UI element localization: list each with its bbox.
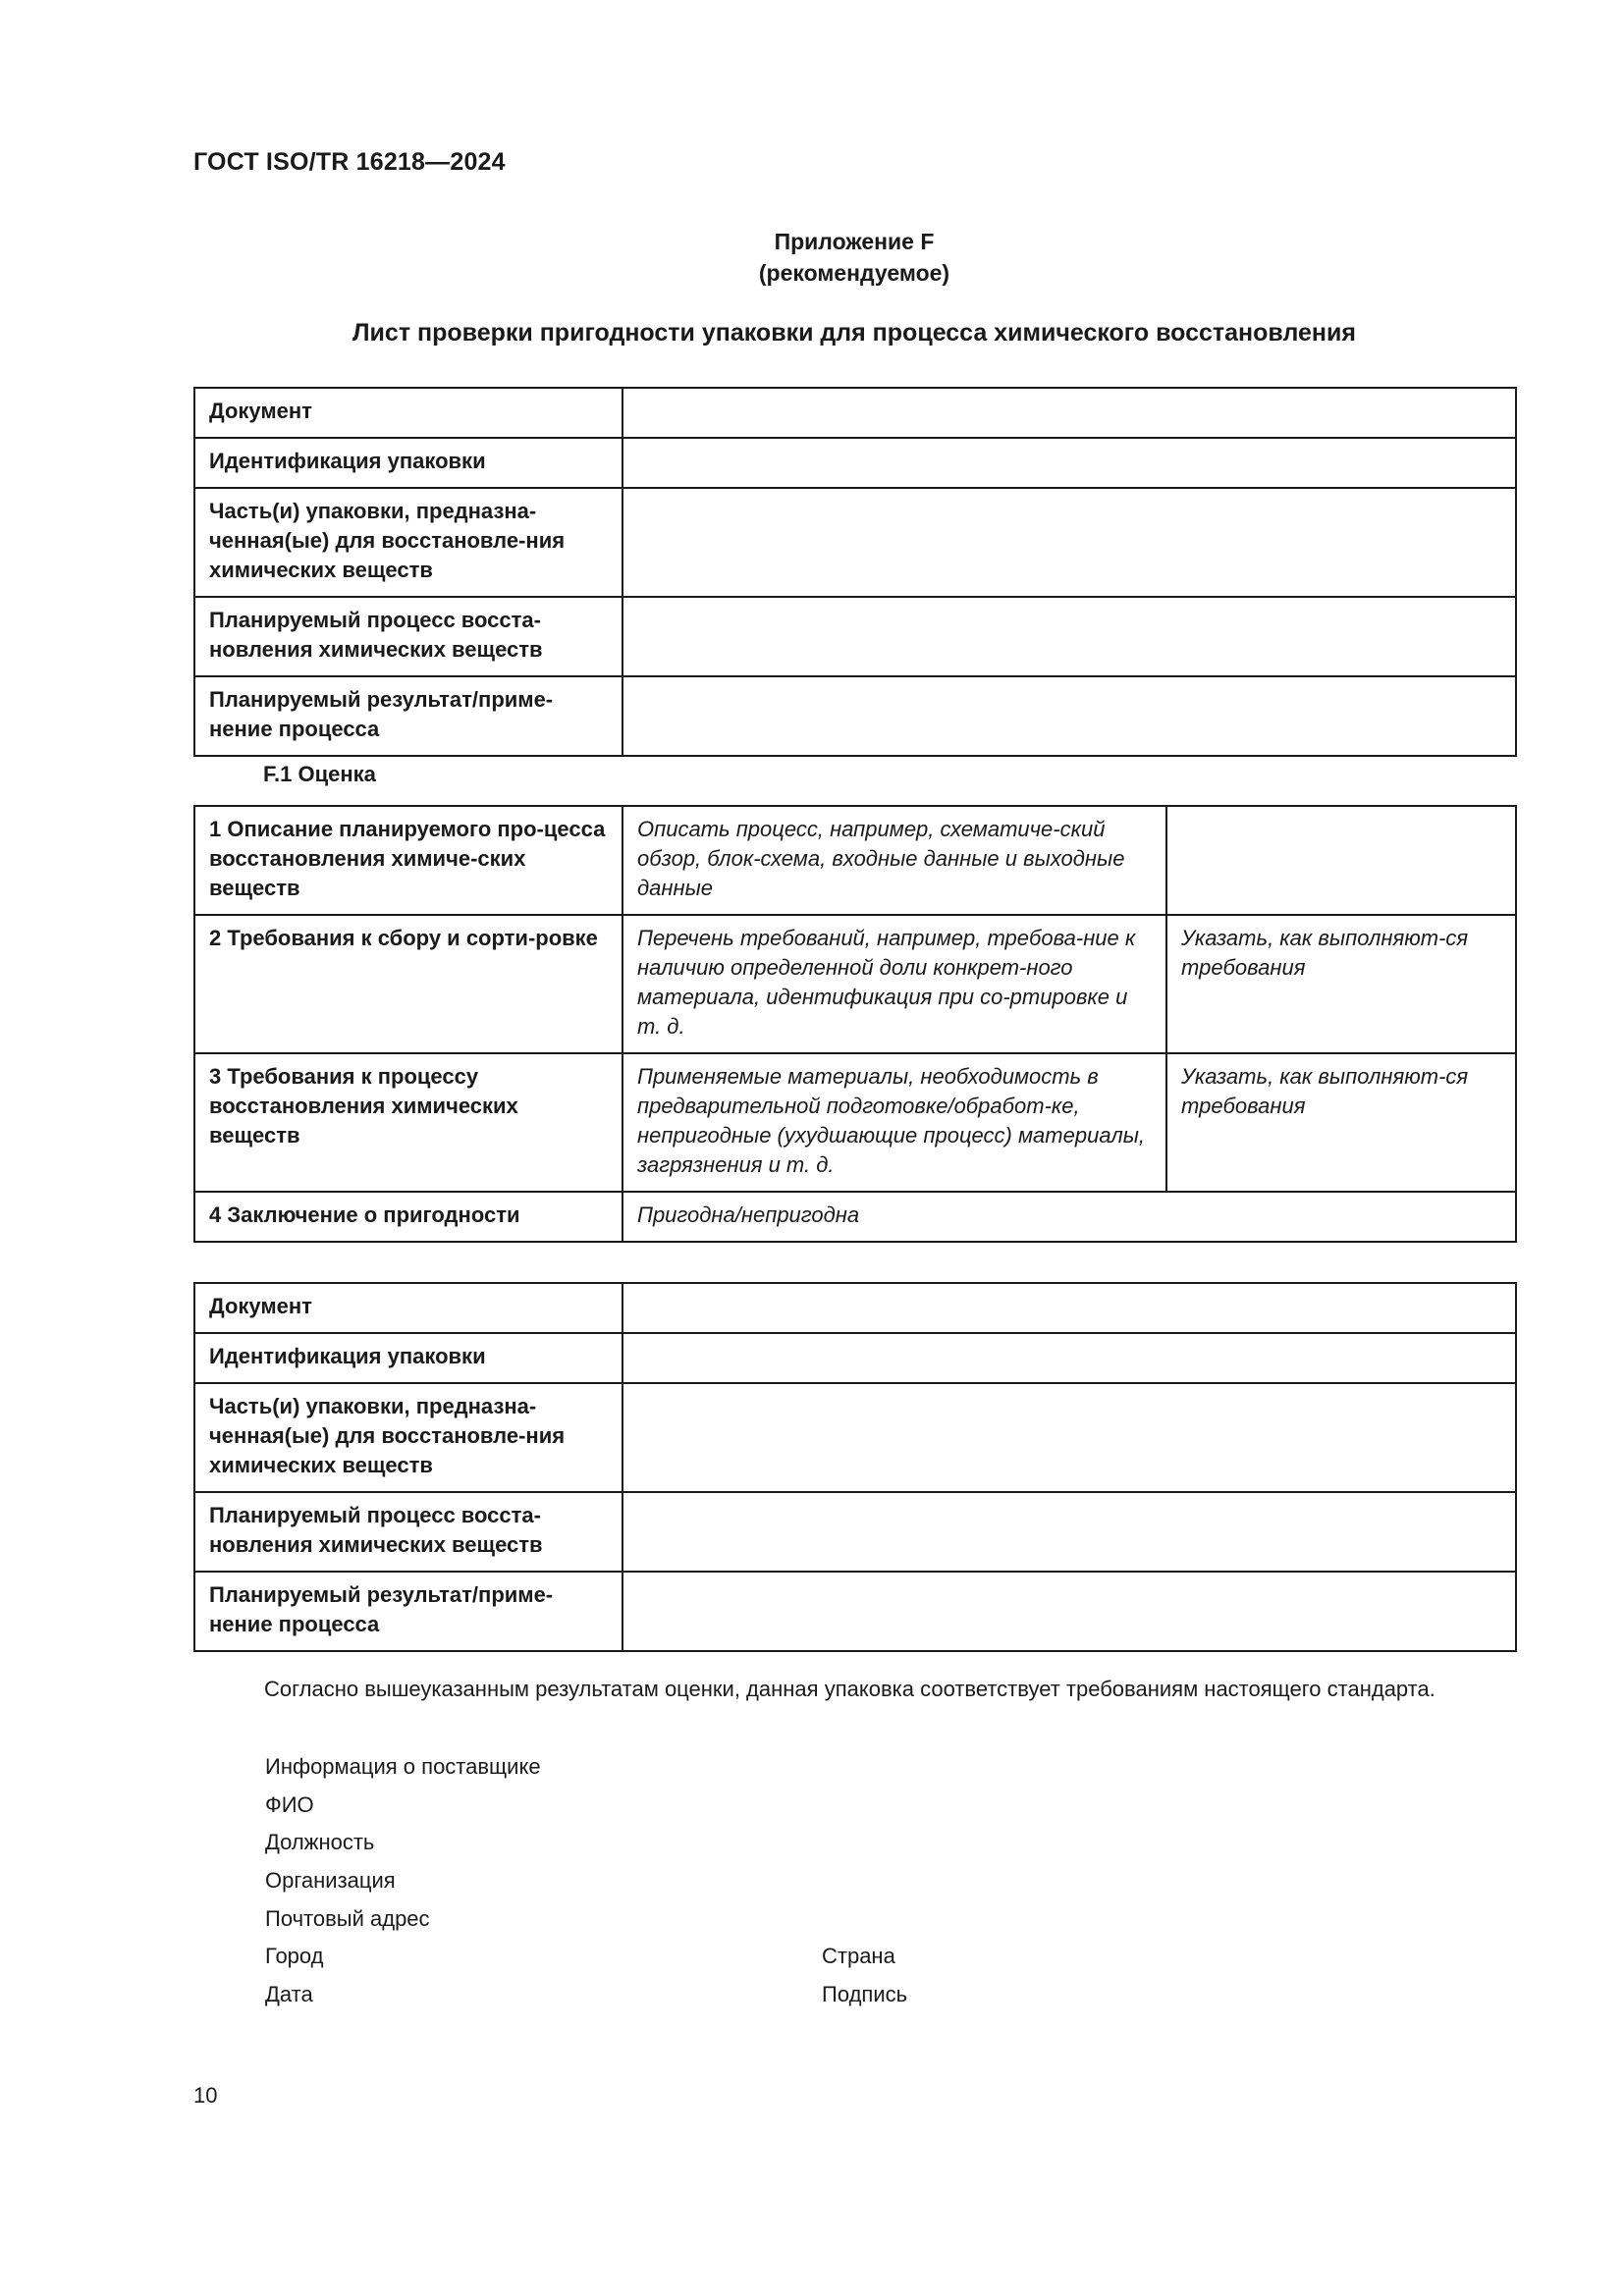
table-row (194, 388, 1516, 438)
criterion-label: 3 Требования к процессу восстановления химических веществ (194, 1053, 623, 1192)
criterion-label: 4 Заключение о пригодности (194, 1192, 623, 1242)
criterion-guidance: Применяемые материалы, необходимость в предварительной подготовке/обработ-ке, непригодные (ухудшающие процесс) материалы, загрязнения и т. д. (623, 1053, 1166, 1192)
full-name-label: ФИО (265, 1792, 314, 1817)
organization-label: Организация (265, 1868, 396, 1893)
table-row (194, 1383, 1516, 1492)
page-number: 10 (193, 2083, 218, 2108)
row-label: Часть(и) упаковки, предназна-ченная(ые) для восстановле-ния химических веществ (194, 1383, 623, 1492)
document-value-cell[interactable] (623, 1283, 1516, 1333)
package-id-value-cell[interactable] (623, 438, 1516, 488)
criterion-note[interactable]: Указать, как выполняют-ся требования (1166, 1053, 1516, 1192)
package-id-value-cell[interactable] (623, 1333, 1516, 1383)
package-parts-value-cell[interactable] (623, 488, 1516, 597)
planned-result-value-cell[interactable] (623, 676, 1516, 756)
sheet-title: Лист проверки пригодности упаковки для процесса химического восстановления (352, 319, 1356, 347)
row-label: Документ (194, 1283, 623, 1333)
info-table-2 (193, 1282, 1517, 1652)
row-label: Документ (194, 388, 623, 438)
criterion-label: 2 Требования к сбору и сорти-ровке (194, 915, 623, 1053)
info-table-1 (193, 387, 1517, 757)
table-row (194, 1572, 1516, 1651)
row-label: Планируемый результат/приме-нение процесса (194, 1572, 623, 1651)
row-label: Идентификация упаковки (194, 1333, 623, 1383)
table-row (194, 1283, 1516, 1333)
table-row (194, 438, 1516, 488)
signature-label: Подпись (822, 1982, 908, 2006)
row-label: Планируемый результат/приме-нение процесса (194, 676, 623, 756)
city-label: Город (265, 1944, 324, 1968)
date-label: Дата (265, 1982, 313, 2006)
criterion-note[interactable] (1166, 806, 1516, 915)
row-label: Планируемый процесс восста-новления химических веществ (194, 597, 623, 676)
position-label: Должность (265, 1830, 375, 1854)
section-title: F.1 Оценка (263, 762, 376, 786)
annex-title: Приложение F (774, 229, 935, 254)
table-row (194, 1192, 1516, 1242)
suitability-conclusion[interactable]: Пригодна/непригодна (623, 1192, 1516, 1242)
row-label: Часть(и) упаковки, предназна-ченная(ые) для восстановле-ния химических веществ (194, 488, 623, 597)
annex-status: (рекомендуемое) (758, 260, 950, 286)
postal-address-label: Почтовый адрес (265, 1906, 430, 1931)
table-row (194, 676, 1516, 756)
criterion-guidance: Описать процесс, например, схематиче-ский обзор, блок-схема, входные данные и выходные данные (623, 806, 1166, 915)
table-row (194, 597, 1516, 676)
planned-process-value-cell[interactable] (623, 597, 1516, 676)
document-value-cell[interactable] (623, 388, 1516, 438)
assessment-table (193, 805, 1517, 1243)
row-label: Планируемый процесс восста-новления химических веществ (194, 1492, 623, 1572)
planned-process-value-cell[interactable] (623, 1492, 1516, 1572)
row-label: Идентификация упаковки (194, 438, 623, 488)
planned-result-value-cell[interactable] (623, 1572, 1516, 1651)
criterion-label: 1 Описание планируемого про-цесса восстановления химиче-ских веществ (194, 806, 623, 915)
package-parts-value-cell[interactable] (623, 1383, 1516, 1492)
table-row (194, 1053, 1516, 1192)
table-row (194, 1492, 1516, 1572)
table-row (194, 1333, 1516, 1383)
criterion-note[interactable]: Указать, как выполняют-ся требования (1166, 915, 1516, 1053)
standard-code: ГОСТ ISO/TR 16218—2024 (193, 148, 506, 176)
country-label: Страна (822, 1944, 895, 1968)
criterion-guidance: Перечень требований, например, требова-ние к наличию определенной доли конкрет-ного материала, идентификация при со-ртировке и т. д. (623, 915, 1166, 1053)
conformity-statement: Согласно вышеуказанным результатам оценки, данная упаковка соответствует требованиям настоящего стандарта. (264, 1677, 1435, 1701)
table-row (194, 488, 1516, 597)
supplier-info-label: Информация о поставщике (265, 1754, 541, 1779)
table-row (194, 806, 1516, 915)
table-row (194, 915, 1516, 1053)
